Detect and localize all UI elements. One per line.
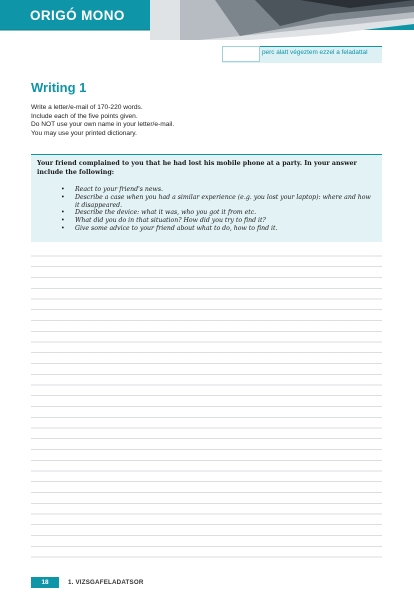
task-box xyxy=(31,154,382,242)
task-points-list xyxy=(61,186,373,233)
minutes-input-field[interactable] xyxy=(222,46,260,62)
bullet-icon: • xyxy=(61,224,65,232)
section-label: 1. VIZSGAFELADATSOR xyxy=(68,579,144,586)
page-title: Writing 1 xyxy=(31,80,87,95)
list-item xyxy=(61,194,373,210)
completion-time-label: perc alatt végeztem ezzel a feladattal xyxy=(262,49,368,56)
task-point: Describe a case when you had a similar experience (e.g. you lost your laptop): where and how it disappeared. xyxy=(75,193,371,209)
list-item xyxy=(61,186,373,194)
bullet-icon: • xyxy=(61,209,65,217)
list-item xyxy=(61,225,373,233)
instruction-line: You may use your printed dictionary. xyxy=(31,129,137,137)
brand-logo: ORIGÓ MONO xyxy=(30,8,125,23)
instruction-line: Do NOT use your own name in your letter/e-mail. xyxy=(31,121,175,129)
bullet-icon: • xyxy=(61,186,65,193)
task-prompt: Your friend complained to you that he had lost his mobile phone at a party. In your answer include the following: xyxy=(37,160,357,176)
page-number: 18 xyxy=(31,577,59,588)
task-point: React to your friend's news. xyxy=(75,186,163,193)
task-point: Describe the device: what it was, who you got it from etc. xyxy=(75,209,257,217)
page-header xyxy=(0,0,414,40)
instructions xyxy=(31,104,174,138)
bullet-icon: • xyxy=(61,217,65,225)
task-point: What did you do in that situation? How did you try to find it? xyxy=(75,217,266,225)
bullet-icon: • xyxy=(61,193,65,201)
instruction-line: Write a letter/e-mail of 170-220 words. xyxy=(31,104,143,111)
instruction-line: Include each of the five points given. xyxy=(31,112,138,120)
list-item xyxy=(61,217,373,225)
writing-area[interactable] xyxy=(31,252,382,564)
list-item xyxy=(61,209,373,217)
task-point: Give some advice to your friend about what to do, how to find it. xyxy=(75,224,278,232)
